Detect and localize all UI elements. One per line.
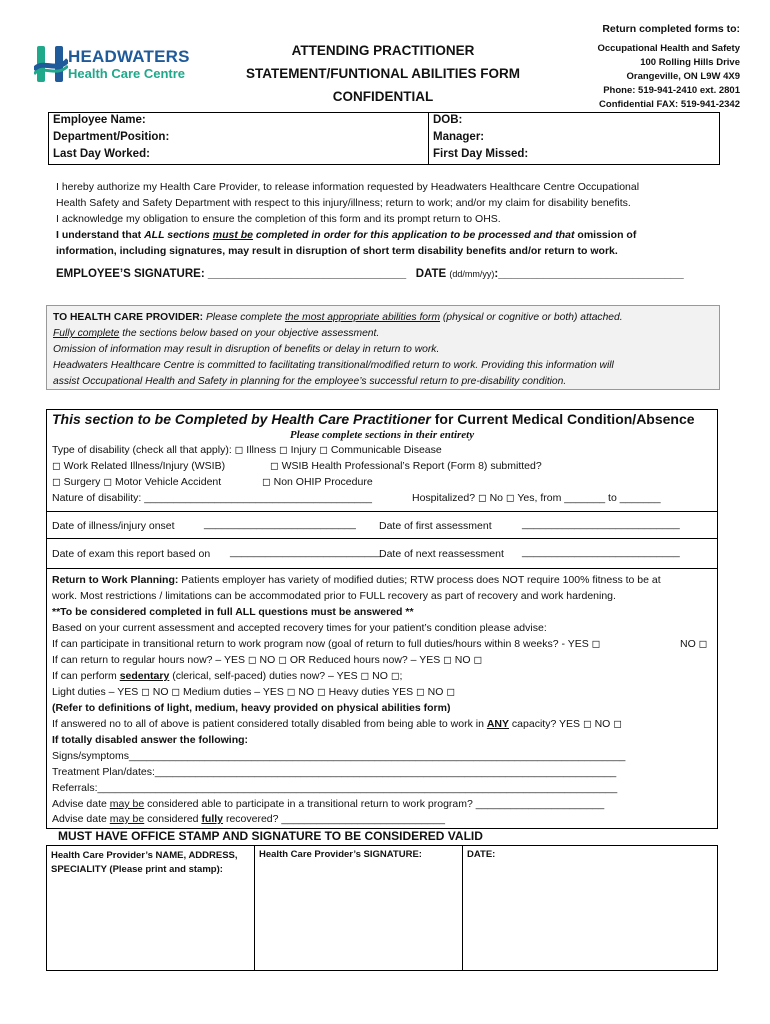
totally-disabled-question[interactable]: If answered no to all of above is patient considered totally disabled from being able to work in ANY capacity? YES ◻ NO ◻: [52, 718, 622, 730]
last-day-worked-field[interactable]: Last Day Worked:: [53, 148, 150, 160]
stamp-requirement-title: MUST HAVE OFFICE STAMP AND SIGNATURE TO BE CONSIDERED VALID: [58, 829, 483, 843]
onset-date-field[interactable]: __________________________: [204, 518, 356, 530]
employee-name-field[interactable]: Employee Name:: [53, 114, 146, 126]
regular-hours-question[interactable]: If can return to regular hours now? – YES ◻ NO ◻ OR Reduced hours now? – YES ◻ NO ◻: [52, 654, 483, 666]
referrals-field[interactable]: Referrals:_________________________________________________________________________________________: [52, 782, 618, 794]
first-assessment-field[interactable]: ___________________________: [522, 518, 680, 530]
return-line: Orangeville, ON L9W 4X9: [626, 71, 740, 82]
treatment-plan-field[interactable]: Treatment Plan/dates:_______________________________________________________________________________: [52, 766, 617, 778]
wsib-checkbox[interactable]: ◻ Work Related Illness/Injury (WSIB): [52, 460, 226, 472]
transitional-date-field[interactable]: Advise date may be considered able to participate in a transitional return to work program? ______________________: [52, 798, 605, 810]
provider-signature-field[interactable]: Health Care Provider’s SIGNATURE:: [255, 846, 463, 970]
employee-signature-line[interactable]: EMPLOYEE’S SIGNATURE: _______________________________ DATE (dd/mm/yy):_____________________________: [56, 268, 684, 280]
disability-type-line[interactable]: Type of disability (check all that apply): ◻ Illness ◻ Injury ◻ Communicable Disease: [52, 444, 442, 456]
totally-disabled-heading: If totally disabled answer the following:: [52, 734, 249, 746]
auth-line-bold: information, including signatures, may result in disruption of short term disability benefits and/or return to work.: [56, 245, 618, 257]
authorization-text: [56, 179, 726, 259]
first-assessment-label: Date of first assessment: [379, 520, 492, 532]
return-line: Confidential FAX: 519-941-2342: [599, 99, 740, 110]
definitions-note: (Refer to definitions of light, medium, heavy provided on physical abilities form): [52, 702, 451, 714]
section-title: This section to be Completed by Health Care Practitioner for Current Medical Condition/Absence: [52, 411, 695, 427]
auth-line: I hereby authorize my Health Care Provider, to release information requested by Headwaters Healthcare Centre Occupational: [56, 181, 640, 193]
surgery-checkbox[interactable]: ◻ Surgery ◻ Motor Vehicle Accident: [52, 476, 222, 488]
dob-field[interactable]: DOB:: [433, 114, 463, 126]
logo-text-health-care-centre: Health Care Centre: [68, 66, 186, 81]
form-title-line2: STATEMENT/FUNTIONAL ABILITIES FORM: [246, 66, 520, 81]
return-line: 100 Rolling Hills Drive: [640, 57, 740, 68]
employee-info-box: [48, 112, 720, 165]
signs-symptoms-field[interactable]: Signs/symptoms_____________________________________________________________________________________: [52, 750, 626, 762]
return-address-block: [540, 22, 740, 112]
return-heading: Return completed forms to:: [602, 23, 740, 35]
nature-of-disability-field[interactable]: Nature of disability: _______________________________________: [52, 492, 372, 504]
logo-text-headwaters: HEADWATERS: [68, 47, 190, 66]
duty-levels-question[interactable]: Light duties – YES ◻ NO ◻ Medium duties – YES ◻ NO ◻ Heavy duties YES ◻ NO ◻: [52, 686, 456, 698]
section-subtitle: Please complete sections in their entirety: [289, 429, 475, 441]
auth-line: Health Safety and Safety Department with respect to this injury/illness; return to work; and/or my claim for disability benefits.: [56, 197, 631, 209]
form-title-line1: ATTENDING PRACTITIONER: [291, 43, 475, 58]
rtw-planning-intro: Return to Work Planning: Patients employer has variety of modified duties; RTW process does NOT require 100% fitness to be at: [52, 574, 661, 586]
form-title-line3: CONFIDENTIAL: [332, 89, 434, 104]
return-line: Occupational Health and Safety: [597, 43, 740, 54]
auth-line-bold: I understand that ALL sections must be completed in order for this application to be processed and that omission of: [56, 229, 637, 241]
exam-date-label: Date of exam this report based on: [52, 548, 211, 560]
exam-date-field[interactable]: __________________________: [230, 546, 382, 558]
next-assessment-field[interactable]: ___________________________: [522, 546, 680, 558]
provider-date-field[interactable]: DATE:: [467, 849, 496, 860]
recovery-date-field[interactable]: Advise date may be considered fully recovered? ____________________________: [52, 813, 445, 825]
headwaters-logo-icon: [34, 44, 68, 84]
rtw-line: work. Most restrictions / limitations can be accommodated prior to FULL recovery as part of recovery and work hardening.: [52, 590, 616, 602]
rtw-line: Based on your current assessment and accepted recovery times for your patient’s condition please advise:: [52, 622, 547, 634]
return-line: Phone: 519-941-2410 ext. 2801: [603, 85, 740, 96]
transitional-rtw-question[interactable]: If can participate in transitional return to work program now (goal of return to full duties/hours within 8 weeks? - YES ◻: [52, 638, 601, 650]
next-assessment-label: Date of next reassessment: [379, 548, 504, 560]
sedentary-question[interactable]: If can perform sedentary (clerical, self-paced) duties now? – YES ◻ NO ◻;: [52, 670, 403, 682]
department-field[interactable]: Department/Position:: [53, 131, 170, 143]
form8-checkbox[interactable]: ◻ WSIB Health Professional’s Report (Form 8) submitted?: [270, 460, 542, 472]
hospitalized-field[interactable]: Hospitalized? ◻ No ◻ Yes, from _______ to _______: [412, 492, 661, 504]
provider-stamp-box: [46, 845, 718, 971]
health-care-provider-notice: TO HEALTH CARE PROVIDER: Please complete the most appropriate abilities form (physical or cognitive or both) attached. Fully complete the sections below based on your objective assessment. Omission of information may result in disruption of benefits or delay in return to work. Headwaters Healthcare Centre is committed to facilitating transitional/modified return to work. Providing this information will assist Occupational Health and Safety in planning for the employee’s successful return to pre-disability condition.: [46, 305, 720, 390]
rtw-required-note: **To be considered completed in full ALL questions must be answered **: [52, 606, 414, 618]
manager-field[interactable]: Manager:: [433, 131, 485, 143]
non-ohip-checkbox[interactable]: ◻ Non OHIP Procedure: [262, 476, 373, 488]
auth-line: I acknowledge my obligation to ensure the completion of this form and its prompt return to OHS.: [56, 213, 501, 225]
onset-date-label: Date of illness/injury onset: [52, 520, 175, 532]
provider-name-stamp-field[interactable]: Health Care Provider’s NAME, ADDRESS, SPECIALITY (Please print and stamp):: [47, 846, 255, 970]
first-day-missed-field[interactable]: First Day Missed:: [433, 148, 529, 160]
transitional-rtw-no[interactable]: NO ◻: [680, 638, 708, 650]
